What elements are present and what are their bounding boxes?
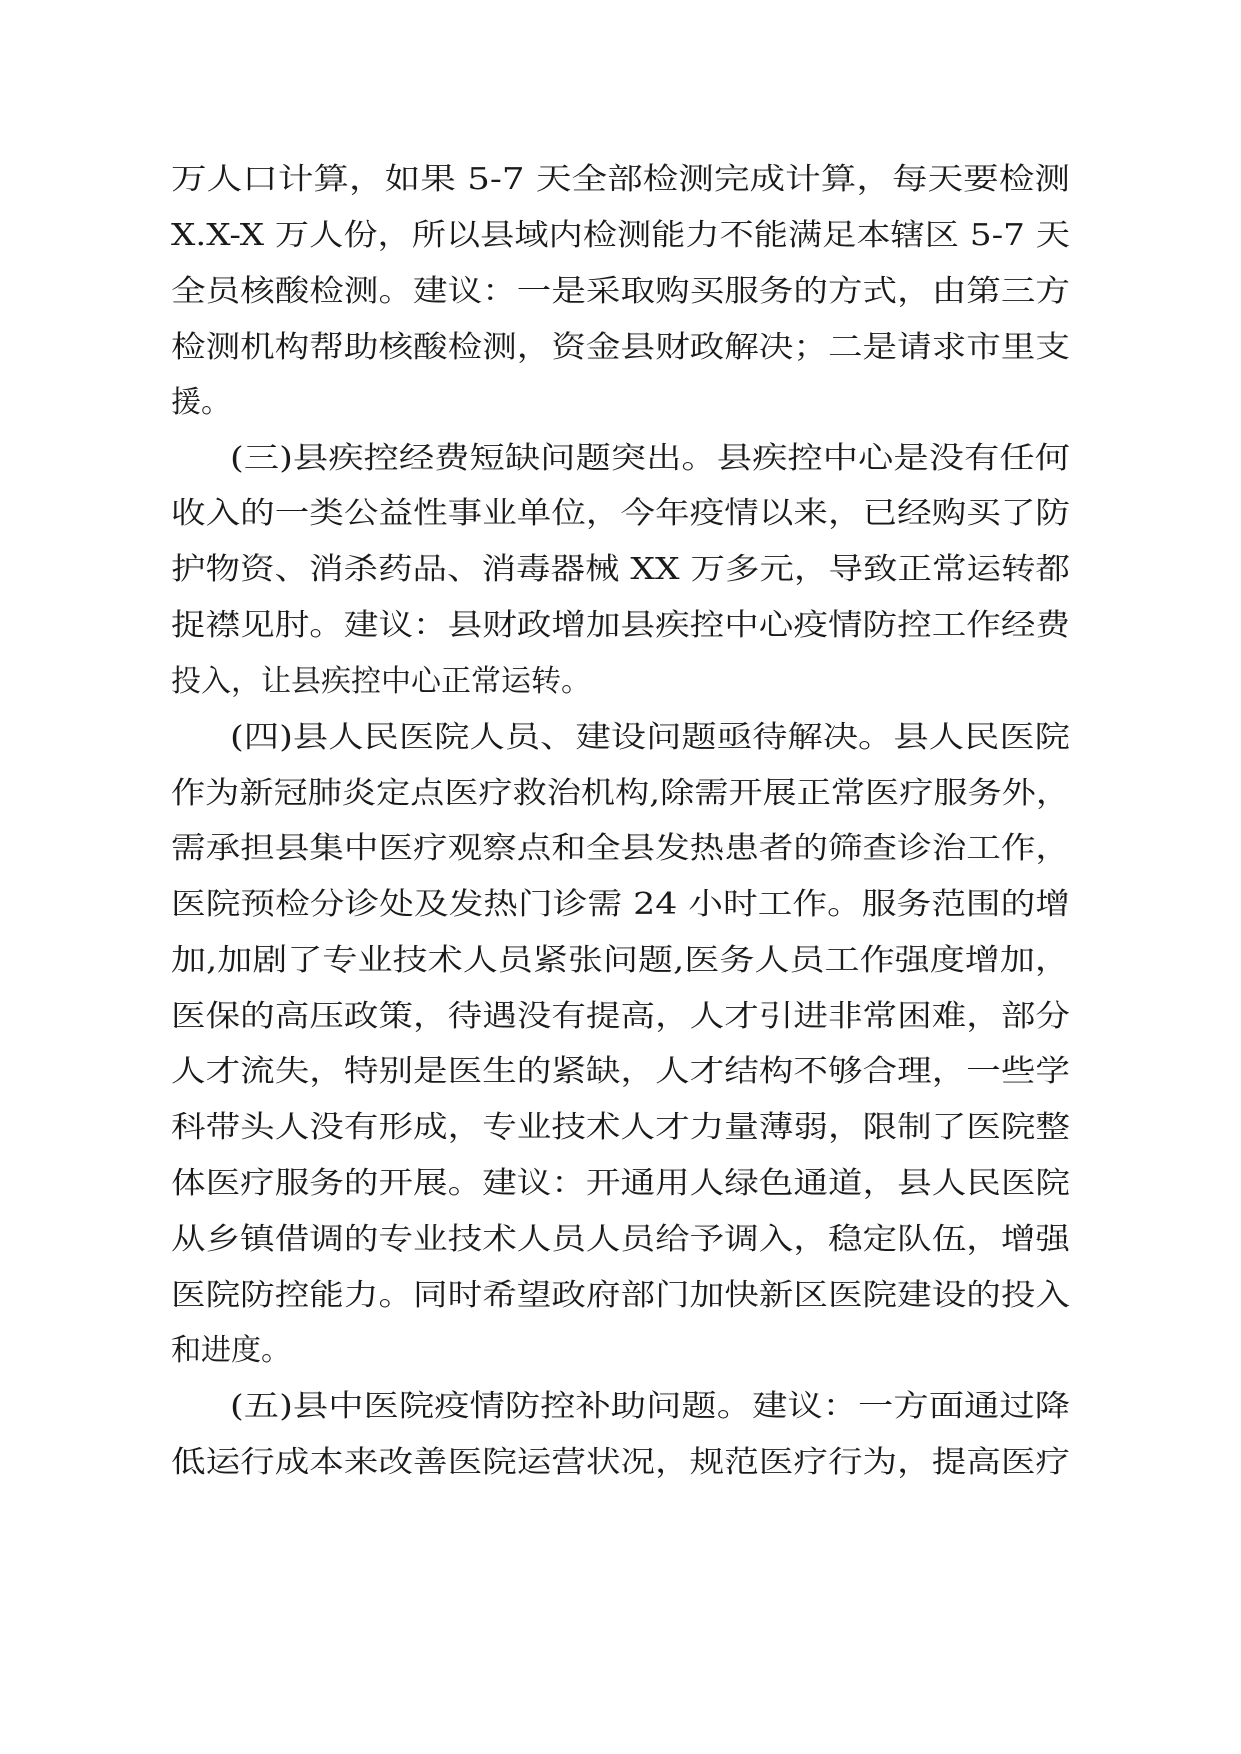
text-line xyxy=(0,1108,1241,1168)
text-line xyxy=(0,1387,1241,1447)
text-line-content: 医保的高压政策，待遇没有提高，人才引进非常困难，部分 xyxy=(171,999,1070,1034)
text-line-content: 援。 xyxy=(171,385,231,420)
text-line xyxy=(0,160,1241,220)
text-line-content: 医院防控能力。同时希望政府部门加快新区医院建设的投入 xyxy=(171,1278,1070,1313)
text-line xyxy=(0,550,1241,610)
text-line xyxy=(0,328,1241,388)
text-line-content: 全员核酸检测。建议：一是采取购买服务的方式，由第三方 xyxy=(171,274,1070,309)
text-line xyxy=(0,383,1241,443)
text-line xyxy=(0,1220,1241,1280)
text-line xyxy=(0,1443,1241,1503)
text-line-content: 低运行成本来改善医院运营状况，规范医疗行为，提高医疗 xyxy=(171,1445,1070,1480)
text-line-content: 投入，让县疾控中心正常运转。 xyxy=(171,664,591,699)
text-line-content: 收入的一类公益性事业单位，今年疫情以来，已经购买了防 xyxy=(171,496,1070,531)
text-line xyxy=(0,774,1241,834)
text-line xyxy=(0,216,1241,276)
text-line xyxy=(0,997,1241,1057)
text-line-content: 和进度。 xyxy=(171,1333,291,1368)
text-line-content: 护物资、消杀药品、消毒器械 XX 万多元，导致正常运转都 xyxy=(171,552,1070,587)
text-line xyxy=(0,941,1241,1001)
text-line-content: 捉襟见肘。建议：县财政增加县疾控中心疫情防控工作经费 xyxy=(171,608,1070,643)
text-line-content: (三)县疾控经费短缺问题突出。县疾控中心是没有任何 xyxy=(230,441,1070,476)
text-line-content: 体医疗服务的开展。建议：开通用人绿色通道，县人民医院 xyxy=(171,1166,1070,1201)
text-line xyxy=(0,1276,1241,1336)
text-line-content: 作为新冠肺炎定点医疗救治机构,除需开展正常医疗服务外， xyxy=(171,776,1070,811)
text-line xyxy=(0,718,1241,778)
text-line-content: 医院预检分诊处及发热门诊需 24 小时工作。服务范围的增 xyxy=(171,887,1070,922)
text-line xyxy=(0,606,1241,666)
text-line xyxy=(0,662,1241,722)
text-line xyxy=(0,439,1241,499)
text-line xyxy=(0,1164,1241,1224)
text-line xyxy=(0,885,1241,945)
text-line-content: 需承担县集中医疗观察点和全县发热患者的筛查诊治工作， xyxy=(171,831,1070,866)
text-line-content: 人才流失，特别是医生的紧缺，人才结构不够合理，一些学 xyxy=(171,1054,1070,1089)
text-line xyxy=(0,1331,1241,1391)
text-line-content: X.X-X 万人份，所以县域内检测能力不能满足本辖区 5-7 天 xyxy=(171,218,1070,253)
text-line xyxy=(0,1052,1241,1112)
text-line xyxy=(0,494,1241,554)
text-line xyxy=(0,272,1241,332)
text-line-content: 万人口计算，如果 5-7 天全部检测完成计算，每天要检测 xyxy=(171,162,1070,197)
text-line-content: (五)县中医院疫情防控补助问题。建议：一方面通过降 xyxy=(230,1389,1070,1424)
text-line-content: 从乡镇借调的专业技术人员人员给予调入，稳定队伍，增强 xyxy=(171,1222,1070,1257)
text-line-content: 加,加剧了专业技术人员紧张问题,医务人员工作强度增加， xyxy=(171,943,1070,978)
text-line-content: 检测机构帮助核酸检测，资金县财政解决；二是请求市里支 xyxy=(171,330,1070,365)
text-line-content: (四)县人民医院人员、建设问题亟待解决。县人民医院 xyxy=(230,720,1070,755)
text-line xyxy=(0,829,1241,889)
text-line-content: 科带头人没有形成，专业技术人才力量薄弱，限制了医院整 xyxy=(171,1110,1070,1145)
